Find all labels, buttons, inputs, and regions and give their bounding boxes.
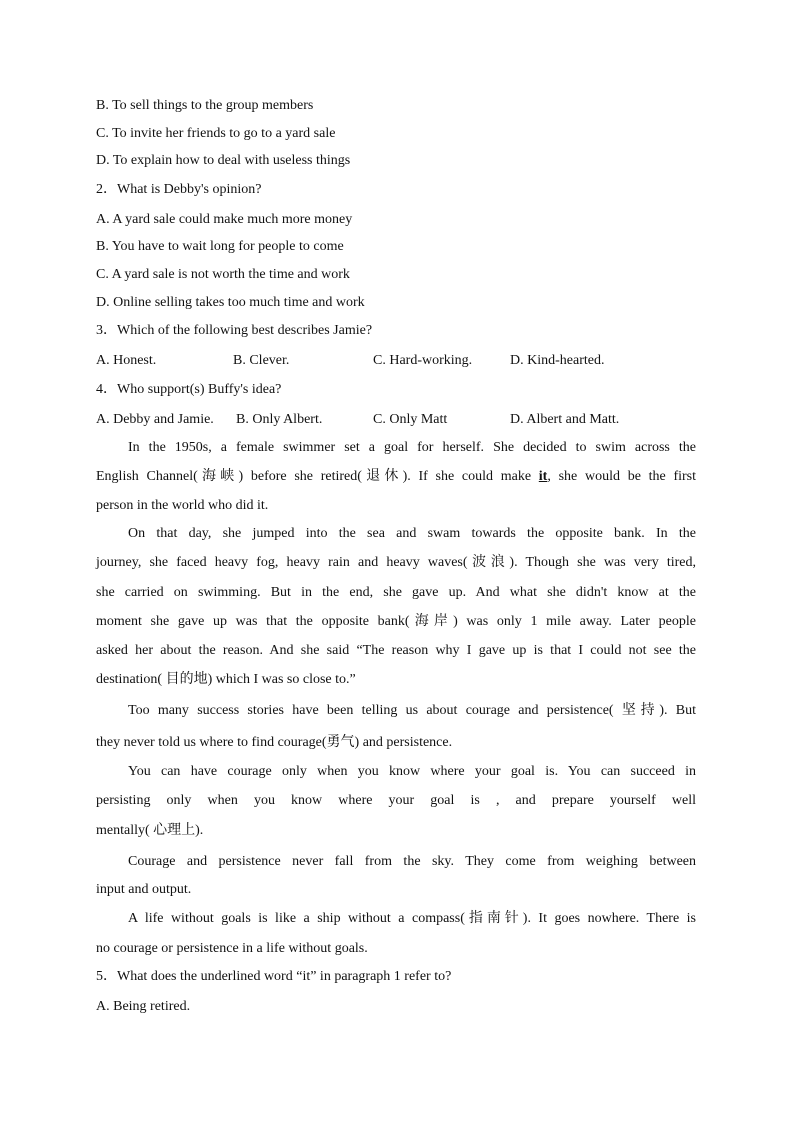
q2-option-c: C. A yard sale is not worth the time and work [96,267,350,282]
passage-p2-line5: asked her about the reason. And she said “The reason why I gave up is that I could not see the [96,643,696,658]
passage-p1-line1: In the 1950s, a female swimmer set a goal for herself. She decided to swim across the [128,440,696,455]
passage-p6-line1: A life without goals is like a ship without a compass(指南针). It goes nowhere. There is [128,911,696,926]
passage-p1-line2-end: , she would be the first [547,469,697,484]
q2-option-d: D. Online selling takes too much time and work [96,295,365,310]
q3-options [96,352,696,370]
passage-p1-line2-start: English Channel(海峡) before she retired(退休). If she could make [96,469,539,484]
passage-p3-line2: they never told us where to find courage(勇气) and persistence. [96,735,453,750]
underlined-it: it [538,469,548,484]
q1-option-b: B. To sell things to the group members [96,98,314,113]
passage-p5-line1: Courage and persistence never fall from the sky. They come from weighing between [128,854,696,869]
passage-p4-line1: You can have courage only when you know where your goal is. You can succeed in [128,764,696,779]
q4-options [96,411,696,429]
passage-p5-line2: input and output. [96,882,192,897]
passage-p2-line2: journey, she faced heavy fog, heavy rain and heavy waves(波浪). Though she was very tired, [96,555,696,570]
passage-p3-line1: Too many success stories have been telling us about courage and persistence( 坚持). But [128,703,696,718]
passage-p2-line6: destination( 目的地) which I was so close to.” [96,672,356,687]
q3-option-c: C. Hard-working. [373,353,473,368]
q4-stem: 4．Who support(s) Buffy's idea? [96,382,282,397]
q2-option-a: A. A yard sale could make much more money [96,212,353,227]
passage-p1-line3: person in the world who did it. [96,498,269,513]
q4-option-c: C. Only Matt [373,412,448,427]
q4-option-d: D. Albert and Matt. [510,412,620,427]
passage-p6-line2: no courage or persistence in a life without goals. [96,941,368,956]
passage-p4-line3: mentally( 心理上). [96,823,204,838]
q3-option-b: B. Clever. [233,353,290,368]
q3-option-a: A. Honest. [96,353,157,368]
q2-stem: 2．What is Debby's opinion? [96,182,262,197]
q4-option-b: B. Only Albert. [236,412,323,427]
q1-option-c: C. To invite her friends to go to a yard sale [96,126,336,141]
passage-p1-line2 [96,468,696,486]
passage-p2-line1: On that day, she jumped into the sea and swam towards the opposite bank. In the [128,526,696,541]
q3-option-d: D. Kind-hearted. [510,353,605,368]
q2-option-b: B. You have to wait long for people to come [96,239,344,254]
q1-option-d: D. To explain how to deal with useless things [96,153,351,168]
q5-option-a: A. Being retired. [96,999,191,1014]
q5-stem: 5．What does the underlined word “it” in paragraph 1 refer to? [96,969,452,984]
q4-option-a: A. Debby and Jamie. [96,412,214,427]
passage-p2-line4: moment she gave up was that the opposite bank(海岸) was only 1 mile away. Later people [96,614,696,629]
passage-p4-line2: persisting only when you know where your goal is , and prepare yourself well [96,793,696,808]
q3-stem: 3．Which of the following best describes Jamie? [96,323,373,338]
passage-p2-line3: she carried on swimming. But in the end, she gave up. And what she didn't know at the [96,585,696,600]
